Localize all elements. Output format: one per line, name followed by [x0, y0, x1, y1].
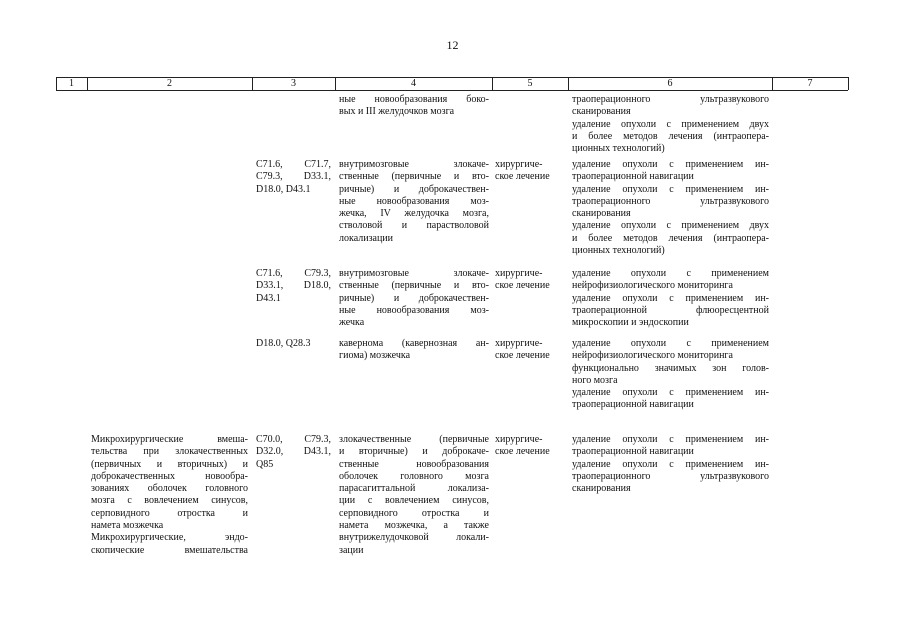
cell-line: мозга с вовлечением синусов,	[91, 495, 248, 507]
cell-line: сканирования	[572, 208, 631, 220]
table-cell-column-6	[572, 268, 769, 329]
cell-line: удаление опухоли с применением двух	[572, 118, 769, 130]
column-number-6: 6	[667, 78, 673, 89]
cell-line: C71.6, C79.3,	[256, 268, 331, 279]
cell-line: микроскопии и эндоскопии	[572, 317, 689, 329]
cell-line: ское лечение	[495, 280, 550, 292]
cell-line: нейрофизиологического мониторинга	[572, 350, 733, 362]
cell-line: нейрофизиологического мониторинга	[572, 280, 733, 292]
table-cell-column-3	[256, 159, 331, 196]
cell-line: ственные (первичные и вто-	[339, 280, 489, 292]
cell-line: намета мозжечка	[91, 520, 164, 532]
cell-line: парасагиттальной локализа-	[339, 483, 489, 495]
cell-line: ское лечение	[495, 171, 550, 183]
column-number-4: 4	[411, 78, 416, 89]
cell-line: внутримозговые злокаче-	[339, 268, 489, 279]
cell-line: C79.3, D33.1,	[256, 171, 331, 183]
cell-line: жечка	[339, 317, 365, 329]
table-cell-column-4	[339, 94, 489, 119]
cell-line: траоперационной навигации	[572, 399, 694, 411]
cell-line: ричные) и доброкачествен-	[339, 183, 489, 195]
cell-line: D32.0, D43.1,	[256, 446, 331, 458]
cell-line: серповидного отростка и	[91, 507, 248, 519]
cell-line: ные новообразования боко-	[339, 94, 489, 105]
cell-line: ные новообразования моз-	[339, 195, 489, 207]
column-number-3: 3	[291, 78, 296, 89]
table-cell-column-3	[256, 434, 331, 471]
cell-line: оболочек головного мозга	[339, 470, 489, 482]
cell-line: ции с вовлечением синусов,	[339, 495, 489, 507]
cell-line: (первичных и вторичных) и	[91, 458, 248, 470]
cell-line: локализации	[339, 232, 394, 244]
cell-line: ственные (первичные и вто-	[339, 171, 489, 183]
cell-line: удаление опухоли с применением ин-	[572, 183, 769, 195]
column-number-7: 7	[807, 78, 813, 89]
cell-line: и более методов лечения (интраопера-	[572, 130, 769, 142]
cell-line: вых и III желудочков мозга	[339, 106, 455, 118]
cell-line: гиома) мозжечка	[339, 350, 411, 362]
cell-line: ционных технологий)	[572, 245, 665, 257]
cell-line: доброкачественных новообра-	[91, 470, 248, 482]
table-cell-column-3	[256, 338, 331, 350]
cell-line: удаление опухоли с применением	[572, 268, 769, 279]
cell-line: хирургиче-	[495, 268, 543, 279]
table-cell-column-2	[91, 434, 248, 557]
cell-line: сканирования	[572, 106, 631, 118]
cell-line: злокачественные (первичные	[339, 434, 489, 445]
cell-line: ричные) и доброкачествен-	[339, 292, 489, 304]
cell-line: зации	[339, 544, 364, 556]
cell-line: жечка, IV желудочка мозга,	[339, 208, 489, 220]
page-number: 12	[446, 38, 459, 52]
cell-line: ные новообразования моз-	[339, 304, 489, 316]
cell-line: D18.0, Q28.3	[256, 338, 311, 349]
cell-line: удаление опухоли с применением ин-	[572, 387, 769, 399]
column-number-2: 2	[167, 78, 172, 89]
table-cell-column-6	[572, 159, 769, 257]
cell-line: внутрижелудочковой локали-	[339, 532, 489, 544]
cell-line: траоперационной навигации	[572, 171, 694, 183]
cell-line: D18.0, D43.1	[256, 183, 311, 195]
cell-line: и вторичные) и доброкаче-	[339, 446, 489, 458]
cell-line: удаление опухоли с применением ин-	[572, 292, 769, 304]
cell-line: хирургиче-	[495, 338, 543, 349]
cell-line: траоперационной флюоресцентной	[572, 304, 769, 316]
cell-line: ственные новообразования	[339, 458, 489, 470]
cell-line: ционных технологий)	[572, 143, 665, 155]
cell-line: ного мозга	[572, 374, 618, 386]
table-cell-column-5	[495, 338, 565, 363]
cell-line: удаление опухоли с применением	[572, 338, 769, 349]
table-cell-column-3	[256, 268, 331, 305]
table-cell-column-5	[495, 434, 565, 459]
table-cell-column-4	[339, 159, 489, 245]
col-separator	[848, 77, 849, 90]
column-number-1: 1	[69, 78, 74, 89]
cell-line: удаление опухоли с применением ин-	[572, 458, 769, 470]
cell-line: скопические вмешательства	[91, 544, 248, 556]
header-bottom-rule	[56, 90, 848, 91]
cell-line: ское лечение	[495, 350, 550, 362]
cell-line: Микрохирургические, эндо-	[91, 532, 248, 544]
cell-line: намета мозжечка, а также	[339, 520, 489, 532]
cell-line: Микрохирургические вмеша-	[91, 434, 248, 445]
table-cell-column-4	[339, 338, 489, 363]
cell-line: хирургиче-	[495, 434, 543, 445]
cell-line: D43.1	[256, 292, 281, 304]
cell-line: тельства при злокачественных	[91, 446, 248, 458]
table-cell-column-6	[572, 338, 769, 412]
table-cell-column-4	[339, 434, 489, 557]
column-number-5: 5	[527, 78, 533, 89]
cell-line: Q85	[256, 458, 274, 470]
cell-line: каверномa (кавернозная ан-	[339, 338, 489, 349]
cell-line: сканирования	[572, 483, 631, 495]
cell-line: функционально значимых зон голов-	[572, 362, 769, 374]
cell-line: зованиях оболочек головного	[91, 483, 248, 495]
cell-line: хирургиче-	[495, 159, 543, 170]
table-cell-column-5	[495, 268, 565, 293]
cell-line: стволовой и парастволовой	[339, 220, 489, 232]
table-cell-column-5	[495, 159, 565, 184]
cell-line: удаление опухоли с применением ин-	[572, 159, 769, 170]
table-cell-column-6	[572, 94, 769, 155]
table-cell-column-4	[339, 268, 489, 329]
cell-line: удаление опухоли с применением ин-	[572, 434, 769, 445]
cell-line: удаление опухоли с применением двух	[572, 220, 769, 232]
cell-line: траоперационного ультразвукового	[572, 94, 769, 105]
cell-line: ское лечение	[495, 446, 550, 458]
cell-line: траоперационной навигации	[572, 446, 694, 458]
table-cell-column-6	[572, 434, 769, 495]
cell-line: траоперационного ультразвукового	[572, 470, 769, 482]
cell-line: траоперационного ультразвукового	[572, 195, 769, 207]
cell-line: C71.6, C71.7,	[256, 159, 331, 170]
cell-line: и более методов лечения (интраопера-	[572, 232, 769, 244]
cell-line: D33.1, D18.0,	[256, 280, 331, 292]
cell-line: серповидного отростка и	[339, 507, 489, 519]
cell-line: C70.0, C79.3,	[256, 434, 331, 445]
cell-line: внутримозговые злокаче-	[339, 159, 489, 170]
